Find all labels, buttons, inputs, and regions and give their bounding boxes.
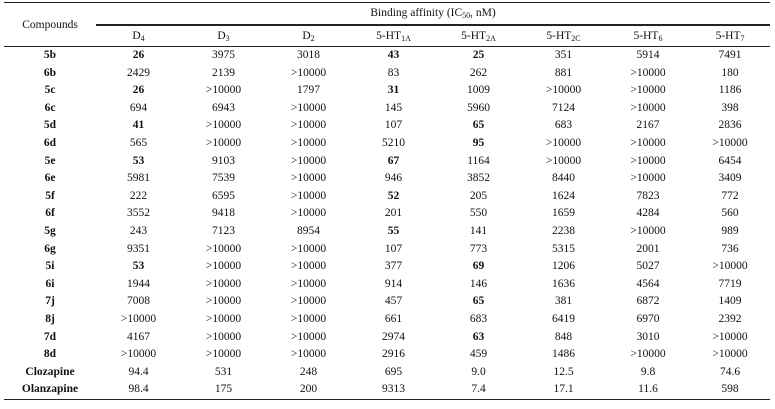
- affinity-value: 6970: [636, 312, 660, 325]
- table-row: [4, 65, 770, 83]
- affinity-value: >10000: [205, 330, 242, 343]
- affinity-value: 4564: [636, 277, 660, 290]
- affinity-value: 1164: [467, 154, 490, 167]
- affinity-value: 989: [721, 224, 739, 237]
- affinity-value: >10000: [545, 154, 582, 167]
- affinity-value: 4284: [636, 207, 660, 220]
- table-row: [4, 329, 770, 347]
- binding-affinity-table: [4, 2, 770, 400]
- affinity-value: 1206: [552, 260, 575, 273]
- compound-name: 6g: [44, 242, 56, 255]
- affinity-value: 6872: [636, 295, 660, 308]
- affinity-value: 9418: [212, 207, 235, 220]
- column-header: [351, 26, 436, 47]
- column-header-sub: 6: [658, 34, 663, 43]
- affinity-value: >10000: [290, 101, 327, 114]
- affinity-value: 95: [472, 136, 485, 149]
- affinity-value: 175: [181, 381, 266, 399]
- affinity-value: 398: [721, 101, 739, 114]
- affinity-value: >10000: [630, 154, 666, 167]
- affinity-value: 74.6: [719, 365, 741, 378]
- affinity-value: 7539: [212, 172, 235, 185]
- affinity-value: >10000: [205, 295, 242, 308]
- affinity-value: 65: [472, 295, 485, 308]
- affinity-value: 6454: [718, 154, 742, 167]
- affinity-value: 55: [387, 224, 400, 237]
- table-row: [4, 311, 770, 329]
- affinity-value: 107: [384, 242, 403, 255]
- affinity-value: 381: [554, 295, 573, 308]
- affinity-value: 6595: [212, 189, 235, 202]
- column-header-main: 5-HT: [376, 30, 402, 42]
- affinity-value: 8440: [552, 172, 575, 185]
- affinity-value: 5315: [552, 242, 575, 255]
- affinity-value: >10000: [630, 348, 666, 361]
- column-header-main: D: [132, 30, 141, 42]
- compound-name: 7d: [43, 330, 57, 343]
- affinity-value: 9.8: [640, 365, 656, 378]
- affinity-value: 3010: [636, 330, 660, 343]
- column-header: [436, 26, 521, 47]
- compound-name: 5e: [44, 154, 56, 167]
- affinity-value: 26: [96, 47, 181, 65]
- affinity-value: 351: [521, 47, 606, 65]
- affinity-value: >10000: [630, 84, 666, 97]
- affinity-value: 2167: [636, 119, 660, 132]
- affinity-value: 5027: [636, 260, 660, 273]
- affinity-value: 683: [469, 312, 488, 325]
- affinity-value: 1944: [127, 277, 150, 290]
- affinity-value: 63: [472, 330, 485, 343]
- affinity-value: 5914: [606, 47, 690, 65]
- compound-name: 5c: [44, 84, 56, 97]
- affinity-value: 9351: [127, 242, 150, 255]
- affinity-value: 3975: [181, 47, 266, 65]
- affinity-value: >10000: [290, 295, 327, 308]
- affinity-value: >10000: [290, 312, 327, 325]
- compound-name: 5f: [45, 189, 55, 202]
- affinity-value: 94.4: [128, 365, 149, 378]
- affinity-value: >10000: [712, 136, 748, 149]
- affinity-value: 53: [132, 154, 145, 167]
- affinity-value: 2001: [636, 242, 660, 255]
- affinity-value: 6419: [552, 312, 575, 325]
- affinity-value: 1797: [297, 84, 320, 97]
- affinity-value: 848: [554, 330, 573, 343]
- affinity-value: >10000: [630, 172, 666, 185]
- affinity-value: 9313: [351, 381, 436, 399]
- affinity-value: 26: [132, 84, 145, 97]
- affinity-value: >10000: [290, 119, 327, 132]
- affinity-value: 1486: [552, 348, 575, 361]
- compound-name: 6c: [44, 101, 56, 114]
- affinity-value: 25: [436, 47, 521, 65]
- affinity-value: 2238: [552, 224, 575, 237]
- affinity-value: 457: [384, 295, 403, 308]
- affinity-value: >10000: [120, 312, 157, 325]
- column-header-sub: 1A: [401, 34, 411, 43]
- affinity-value: 3018: [266, 47, 351, 65]
- compound-name: 6i: [45, 277, 55, 290]
- affinity-value: 146: [469, 277, 488, 290]
- affinity-value: 1409: [718, 295, 742, 308]
- affinity-value: 7008: [127, 295, 150, 308]
- table-row: [4, 381, 770, 399]
- affinity-value: 2836: [718, 119, 742, 132]
- affinity-value: 65: [472, 119, 485, 132]
- affinity-value: 83: [387, 66, 400, 79]
- affinity-value: 7491: [690, 47, 770, 65]
- affinity-value: 560: [721, 207, 739, 220]
- affinity-value: 5960: [467, 101, 490, 114]
- affinity-value: >10000: [120, 348, 157, 361]
- affinity-value: 914: [384, 277, 403, 290]
- column-header-sub: 3: [225, 34, 230, 43]
- column-header-main: 5-HT: [546, 30, 572, 42]
- table-row: [4, 241, 770, 259]
- table-row: [4, 188, 770, 206]
- affinity-value: 2392: [718, 312, 742, 325]
- table-row: [4, 258, 770, 276]
- affinity-value: >10000: [205, 119, 242, 132]
- column-header-sub: 2: [310, 34, 315, 43]
- table-row: [4, 100, 770, 118]
- binding-affinity-header: [96, 3, 770, 26]
- affinity-value: >10000: [290, 189, 327, 202]
- column-header: [521, 26, 606, 47]
- affinity-value: 222: [129, 189, 148, 202]
- affinity-value: 736: [721, 242, 739, 255]
- affinity-value: 4167: [127, 330, 150, 343]
- affinity-value: 1009: [467, 84, 490, 97]
- affinity-value: >10000: [545, 136, 582, 149]
- affinity-value: 243: [129, 224, 148, 237]
- affinity-value: 946: [384, 172, 403, 185]
- affinity-value: >10000: [205, 312, 242, 325]
- affinity-value: 7123: [212, 224, 235, 237]
- affinity-value: >10000: [205, 277, 242, 290]
- affinity-value: 201: [384, 207, 403, 220]
- affinity-value: >10000: [290, 172, 327, 185]
- column-header-main: D: [302, 30, 311, 42]
- affinity-value: 377: [384, 260, 403, 273]
- affinity-value: >10000: [712, 330, 748, 343]
- affinity-value: >10000: [290, 260, 327, 273]
- affinity-value: 1659: [552, 207, 575, 220]
- compound-name: Olanzapine: [4, 381, 96, 399]
- affinity-value: 773: [469, 242, 488, 255]
- column-header-sub: 2A: [486, 34, 496, 43]
- affinity-value: 1636: [552, 277, 575, 290]
- table-row: [4, 276, 770, 294]
- table-body: [4, 47, 770, 400]
- affinity-value: >10000: [630, 224, 666, 237]
- affinity-value: 107: [384, 119, 403, 132]
- affinity-value: 2916: [382, 348, 405, 361]
- table-row: [4, 205, 770, 223]
- affinity-value: >10000: [205, 242, 242, 255]
- group-header-tail: , nM): [470, 7, 496, 19]
- affinity-value: 145: [384, 101, 403, 114]
- affinity-value: 3552: [127, 207, 150, 220]
- compound-name: Clozapine: [25, 365, 75, 378]
- column-header-sub: 2C: [571, 34, 581, 43]
- affinity-value: 2139: [212, 66, 235, 79]
- group-header-text: Binding affinity (IC: [370, 7, 463, 19]
- column-header: [690, 26, 770, 47]
- affinity-value: 141: [469, 224, 488, 237]
- affinity-value: 52: [387, 189, 400, 202]
- affinity-value: >10000: [630, 66, 666, 79]
- affinity-value: 262: [469, 66, 488, 79]
- compound-name: 5i: [45, 260, 55, 273]
- affinity-value: >10000: [290, 66, 327, 79]
- affinity-value: 200: [266, 381, 351, 399]
- affinity-value: 3852: [467, 172, 490, 185]
- affinity-value: 7823: [636, 189, 660, 202]
- affinity-value: >10000: [290, 277, 327, 290]
- affinity-value: 2429: [127, 66, 150, 79]
- column-header-main: 5-HT: [715, 30, 741, 42]
- table-row: [4, 293, 770, 311]
- table-row: [4, 153, 770, 171]
- affinity-value: >10000: [712, 260, 748, 273]
- affinity-value: >10000: [290, 330, 327, 343]
- table-row: [4, 223, 770, 241]
- affinity-value: >10000: [545, 84, 582, 97]
- compound-name: 6f: [45, 207, 55, 220]
- affinity-value: 53: [132, 260, 145, 273]
- affinity-value: >10000: [290, 154, 327, 167]
- table-row: [4, 117, 770, 135]
- group-header-sub: 50: [462, 11, 471, 20]
- affinity-value: >10000: [290, 242, 327, 255]
- compound-name: 5g: [44, 224, 56, 237]
- column-header-sub: 7: [740, 34, 745, 43]
- affinity-value: 881: [554, 66, 573, 79]
- column-header-main: 5-HT: [633, 30, 659, 42]
- affinity-value: 9.0: [471, 365, 486, 378]
- affinity-value: 695: [384, 365, 403, 378]
- compound-name: 8d: [43, 348, 57, 361]
- column-header: [96, 26, 181, 47]
- table-row: [4, 364, 770, 382]
- table-row: [4, 135, 770, 153]
- affinity-value: 531: [214, 365, 233, 378]
- affinity-value: 1624: [552, 189, 575, 202]
- affinity-value: 205: [469, 189, 488, 202]
- affinity-value: 550: [469, 207, 488, 220]
- column-header-sub: 4: [140, 34, 145, 43]
- affinity-value: >10000: [630, 136, 666, 149]
- affinity-value: 772: [721, 189, 739, 202]
- affinity-value: 694: [129, 101, 148, 114]
- table-row: [4, 47, 770, 65]
- affinity-value: 67: [387, 154, 400, 167]
- affinity-value: 8954: [297, 224, 320, 237]
- affinity-value: >10000: [290, 207, 327, 220]
- affinity-value: 6943: [212, 101, 235, 114]
- affinity-value: 41: [132, 119, 145, 132]
- affinity-value: 7124: [552, 101, 575, 114]
- column-header: [181, 26, 266, 47]
- affinity-value: 43: [351, 47, 436, 65]
- affinity-value: 3409: [718, 172, 742, 185]
- compounds-header: Compounds: [4, 3, 96, 47]
- affinity-value: 11.6: [606, 381, 690, 399]
- affinity-value: 9103: [212, 154, 235, 167]
- affinity-value: 5210: [382, 136, 405, 149]
- affinity-value: 17.1: [521, 381, 606, 399]
- affinity-value: 248: [299, 365, 318, 378]
- affinity-value: 459: [469, 348, 488, 361]
- compound-name: 5d: [43, 119, 57, 132]
- column-header: [606, 26, 690, 47]
- affinity-value: >10000: [290, 136, 327, 149]
- affinity-value: >10000: [205, 260, 242, 273]
- affinity-value: 598: [690, 381, 770, 399]
- affinity-value: 5981: [127, 172, 150, 185]
- affinity-value: >10000: [205, 136, 242, 149]
- affinity-value: >10000: [290, 348, 327, 361]
- affinity-value: >10000: [205, 348, 242, 361]
- affinity-value: 2974: [382, 330, 405, 343]
- column-header-row: [4, 26, 770, 47]
- table-row: [4, 346, 770, 364]
- column-header: [266, 26, 351, 47]
- column-header-main: 5-HT: [461, 30, 487, 42]
- affinity-value: 1186: [718, 84, 742, 97]
- compound-name: 8j: [45, 312, 55, 325]
- affinity-value: 69: [472, 260, 485, 273]
- affinity-value: 98.4: [96, 381, 181, 399]
- affinity-value: 7719: [718, 277, 742, 290]
- affinity-value: 661: [384, 312, 403, 325]
- affinity-value: 683: [554, 119, 573, 132]
- column-header-main: D: [217, 30, 226, 42]
- affinity-value: 565: [129, 136, 148, 149]
- compound-name: 6d: [43, 136, 57, 149]
- compound-name: 6b: [43, 66, 57, 79]
- compound-name: 7j: [45, 295, 55, 308]
- table-row: [4, 82, 770, 100]
- affinity-value: >10000: [712, 348, 748, 361]
- affinity-value: 31: [387, 84, 400, 97]
- compound-name: 6e: [44, 172, 56, 185]
- affinity-value: 12.5: [553, 365, 574, 378]
- affinity-value: 7.4: [436, 381, 521, 399]
- table-row: [4, 170, 770, 188]
- affinity-value: >10000: [630, 101, 666, 114]
- affinity-value: >10000: [205, 84, 242, 97]
- affinity-value: 180: [721, 66, 739, 79]
- compound-name: 5b: [4, 47, 96, 65]
